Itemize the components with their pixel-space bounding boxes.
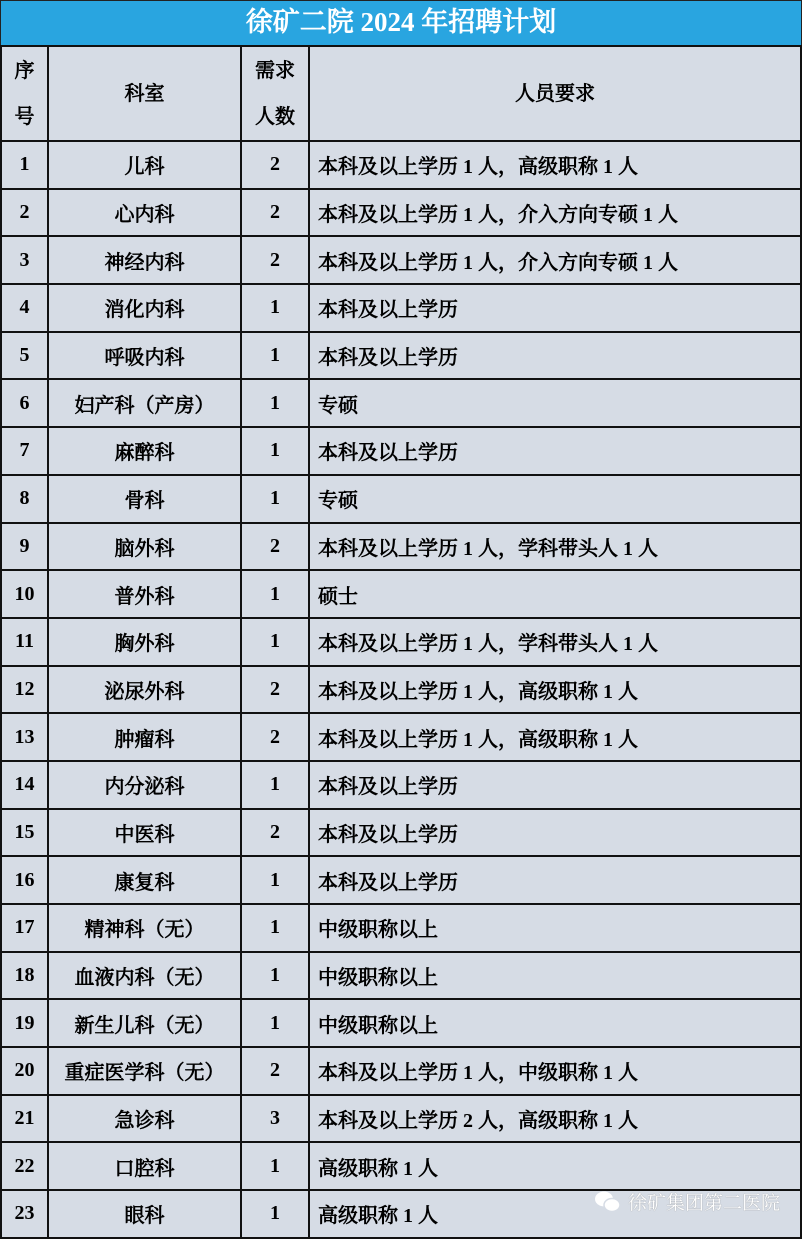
row-dept: 急诊科 xyxy=(48,1095,241,1143)
row-requirements: 中级职称以上 xyxy=(309,904,801,952)
row-requirements: 本科及以上学历 1 人，学科带头人 1 人 xyxy=(309,618,801,666)
row-dept: 普外科 xyxy=(48,570,241,618)
row-count: 1 xyxy=(241,427,309,475)
row-no: 17 xyxy=(1,904,48,952)
row-count: 1 xyxy=(241,332,309,380)
row-dept: 康复科 xyxy=(48,856,241,904)
row-no: 3 xyxy=(1,236,48,284)
row-dept: 骨科 xyxy=(48,475,241,523)
row-no: 14 xyxy=(1,761,48,809)
row-no: 7 xyxy=(1,427,48,475)
row-requirements: 本科及以上学历 xyxy=(309,332,801,380)
table-row xyxy=(1,618,801,666)
row-no: 22 xyxy=(1,1142,48,1190)
row-dept: 消化内科 xyxy=(48,284,241,332)
recruitment-table xyxy=(0,45,802,1239)
header-no: 序 号 xyxy=(1,46,48,141)
row-count: 1 xyxy=(241,856,309,904)
row-requirements: 本科及以上学历 xyxy=(309,856,801,904)
page-title: 徐矿二院 2024 年招聘计划 xyxy=(0,0,802,45)
row-no: 16 xyxy=(1,856,48,904)
row-no: 1 xyxy=(1,141,48,189)
row-dept: 内分泌科 xyxy=(48,761,241,809)
row-dept: 口腔科 xyxy=(48,1142,241,1190)
table-row xyxy=(1,666,801,714)
row-no: 8 xyxy=(1,475,48,523)
row-requirements: 硕士 xyxy=(309,570,801,618)
table-row xyxy=(1,761,801,809)
row-count: 1 xyxy=(241,952,309,1000)
row-dept: 血液内科（无） xyxy=(48,952,241,1000)
header-dept: 科室 xyxy=(48,46,241,141)
row-no: 5 xyxy=(1,332,48,380)
watermark: 徐矿集团第二医院 xyxy=(594,1188,780,1215)
row-no: 10 xyxy=(1,570,48,618)
table-row xyxy=(1,427,801,475)
row-no: 12 xyxy=(1,666,48,714)
row-count: 2 xyxy=(241,141,309,189)
row-count: 2 xyxy=(241,1047,309,1095)
table-row xyxy=(1,475,801,523)
table-row xyxy=(1,809,801,857)
row-no: 9 xyxy=(1,523,48,571)
wechat-icon xyxy=(594,1190,622,1214)
row-count: 2 xyxy=(241,809,309,857)
row-count: 2 xyxy=(241,189,309,237)
row-count: 2 xyxy=(241,236,309,284)
row-count: 1 xyxy=(241,618,309,666)
row-no: 20 xyxy=(1,1047,48,1095)
row-no: 15 xyxy=(1,809,48,857)
table-row xyxy=(1,570,801,618)
row-no: 23 xyxy=(1,1190,48,1238)
row-count: 1 xyxy=(241,999,309,1047)
row-requirements: 本科及以上学历 1 人，介入方向专硕 1 人 xyxy=(309,189,801,237)
row-requirements: 本科及以上学历 1 人，高级职称 1 人 xyxy=(309,713,801,761)
row-dept: 心内科 xyxy=(48,189,241,237)
row-dept: 脑外科 xyxy=(48,523,241,571)
row-count: 1 xyxy=(241,761,309,809)
row-dept: 麻醉科 xyxy=(48,427,241,475)
row-no: 4 xyxy=(1,284,48,332)
table-row xyxy=(1,1047,801,1095)
row-requirements: 本科及以上学历 xyxy=(309,427,801,475)
row-requirements: 本科及以上学历 1 人，中级职称 1 人 xyxy=(309,1047,801,1095)
row-dept: 新生儿科（无） xyxy=(48,999,241,1047)
row-count: 2 xyxy=(241,666,309,714)
row-dept: 神经内科 xyxy=(48,236,241,284)
row-requirements: 中级职称以上 xyxy=(309,999,801,1047)
row-count: 1 xyxy=(241,904,309,952)
row-dept: 中医科 xyxy=(48,809,241,857)
row-requirements: 本科及以上学历 1 人，学科带头人 1 人 xyxy=(309,523,801,571)
row-count: 1 xyxy=(241,1190,309,1238)
header-count: 需求 人数 xyxy=(241,46,309,141)
row-count: 1 xyxy=(241,475,309,523)
row-no: 13 xyxy=(1,713,48,761)
row-no: 19 xyxy=(1,999,48,1047)
table-row xyxy=(1,332,801,380)
row-requirements: 中级职称以上 xyxy=(309,952,801,1000)
table-row xyxy=(1,284,801,332)
row-no: 6 xyxy=(1,379,48,427)
row-requirements: 本科及以上学历 xyxy=(309,809,801,857)
table-row xyxy=(1,379,801,427)
row-count: 1 xyxy=(241,570,309,618)
row-count: 3 xyxy=(241,1095,309,1143)
row-count: 2 xyxy=(241,713,309,761)
row-requirements: 本科及以上学历 1 人，介入方向专硕 1 人 xyxy=(309,236,801,284)
row-requirements: 本科及以上学历 1 人，高级职称 1 人 xyxy=(309,666,801,714)
row-requirements: 专硕 xyxy=(309,475,801,523)
table-row xyxy=(1,713,801,761)
row-requirements: 本科及以上学历 1 人，高级职称 1 人 xyxy=(309,141,801,189)
row-requirements: 本科及以上学历 xyxy=(309,761,801,809)
table-row xyxy=(1,236,801,284)
row-count: 1 xyxy=(241,379,309,427)
table-row xyxy=(1,1142,801,1190)
row-requirements: 专硕 xyxy=(309,379,801,427)
row-count: 1 xyxy=(241,1142,309,1190)
row-no: 11 xyxy=(1,618,48,666)
header-requirements: 人员要求 xyxy=(309,46,801,141)
row-dept: 泌尿外科 xyxy=(48,666,241,714)
row-no: 21 xyxy=(1,1095,48,1143)
table-row xyxy=(1,952,801,1000)
row-count: 1 xyxy=(241,284,309,332)
row-dept: 肿瘤科 xyxy=(48,713,241,761)
table-row xyxy=(1,999,801,1047)
table-row xyxy=(1,856,801,904)
table-row xyxy=(1,904,801,952)
row-dept: 精神科（无） xyxy=(48,904,241,952)
row-count: 2 xyxy=(241,523,309,571)
row-no: 2 xyxy=(1,189,48,237)
table-row xyxy=(1,141,801,189)
table-row xyxy=(1,523,801,571)
table-row xyxy=(1,189,801,237)
row-requirements: 高级职称 1 人 xyxy=(309,1142,801,1190)
row-requirements: 本科及以上学历 xyxy=(309,284,801,332)
row-dept: 胸外科 xyxy=(48,618,241,666)
header-row xyxy=(1,46,801,141)
table-row xyxy=(1,1095,801,1143)
row-no: 18 xyxy=(1,952,48,1000)
row-dept: 儿科 xyxy=(48,141,241,189)
row-dept: 眼科 xyxy=(48,1190,241,1238)
row-dept: 妇产科（产房） xyxy=(48,379,241,427)
row-dept: 重症医学科（无） xyxy=(48,1047,241,1095)
row-dept: 呼吸内科 xyxy=(48,332,241,380)
row-requirements: 本科及以上学历 2 人，高级职称 1 人 xyxy=(309,1095,801,1143)
row-requirements: 高级职称 1 人 xyxy=(309,1190,801,1238)
